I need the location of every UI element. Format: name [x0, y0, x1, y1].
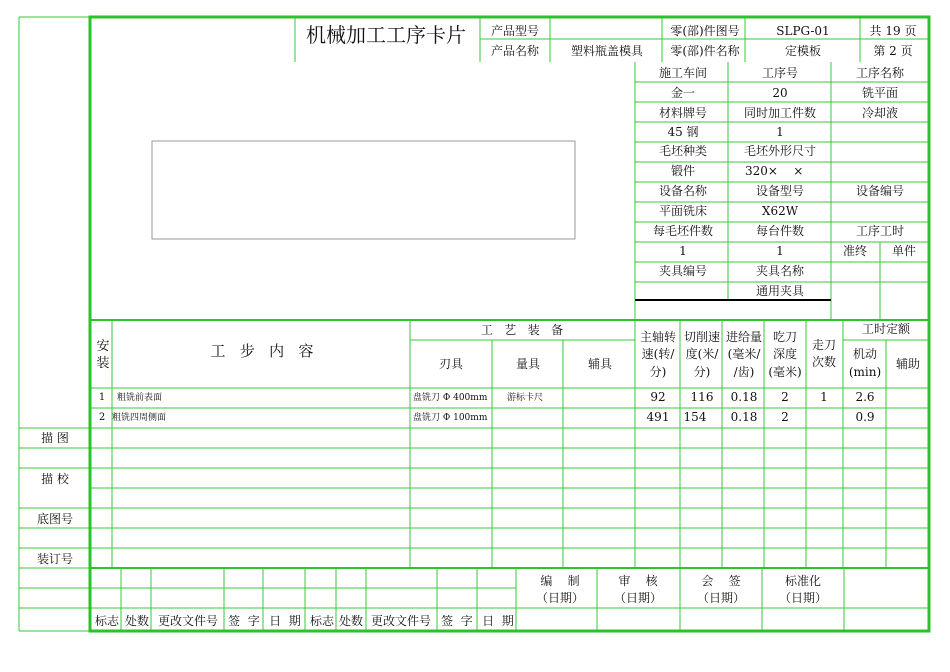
blank-size-label: 毛坯外形尺寸: [743, 144, 817, 158]
spindle-header-2: 速(转/: [641, 347, 675, 361]
step-1-gauge: 游标卡尺: [507, 393, 544, 403]
passes-header-2: 次数: [811, 355, 837, 369]
step-1-tool: 盘铣刀 Φ 400mm: [413, 393, 488, 403]
depth-header-2: 深度: [772, 347, 798, 361]
time-quota-header: 工时定额: [861, 322, 911, 336]
step-2-depth: 2: [781, 410, 789, 424]
step-1-depth: 2: [781, 390, 789, 404]
fixture-name-value: 通用夹具: [755, 284, 805, 298]
workshop-label: 施工车间: [658, 66, 708, 80]
per-blank-value: 1: [679, 244, 687, 258]
material-label: 材料牌号: [658, 106, 708, 120]
aux-tool-header: 辅具: [587, 357, 613, 371]
equipment-group-header: 工 艺 装 备: [480, 323, 564, 337]
step-1-speed: 116: [690, 390, 714, 404]
part-no-value: SLPG-01: [776, 24, 830, 38]
step-2-machine-time: 0.9: [855, 410, 875, 424]
passes-header-1: 走刀: [811, 338, 837, 352]
side-trace-check-label: 描 校: [41, 472, 69, 486]
cut-speed-header-1: 切削速: [683, 330, 721, 344]
op-name-label: 工序名称: [855, 66, 905, 80]
feed-header-2: (毫米/: [727, 347, 761, 361]
review-label: 审 核: [618, 574, 658, 588]
step-2-feed: 0.18: [730, 410, 758, 424]
part-name-value: 定模板: [784, 44, 822, 58]
step-2-content: 粗铣四周侧面: [112, 413, 167, 423]
aux-time-header: 辅助: [895, 357, 921, 371]
product-name-label: 产品名称: [490, 44, 540, 58]
depth-header-3: (毫米): [768, 365, 802, 379]
per-machine-value: 1: [776, 244, 784, 258]
side-trace-label: 描 图: [41, 431, 69, 445]
step-1-passes: 1: [820, 390, 828, 404]
install-header: 安装: [96, 339, 110, 371]
step-1-machine-time: 2.6: [855, 390, 875, 404]
part-no-label: 零(部)件图号: [670, 24, 740, 38]
rev-sign-label-2: 签 字: [441, 614, 473, 628]
op-no-value: 20: [772, 86, 788, 100]
countersign-date-label: （日期）: [696, 591, 746, 605]
drawing-area-frame: [152, 141, 575, 239]
simul-label: 同时加工件数: [743, 106, 817, 120]
side-base-drawing-label: 底图号: [36, 512, 74, 526]
blank-type-label: 毛坯种类: [658, 144, 708, 158]
blank-type-value: 锻件: [670, 164, 696, 178]
total-pages: 共 19 页: [869, 24, 917, 38]
feed-header-1: 进给量: [725, 330, 763, 344]
rev-sign-label: 签 字: [228, 614, 260, 628]
cut-speed-header-2: 度(米/: [685, 347, 719, 361]
rev-date-label: 日 期: [269, 614, 301, 628]
part-name-label: 零(部)件名称: [670, 44, 740, 58]
op-time-label: 工序工时: [855, 224, 905, 238]
step-2-speed: 154: [683, 410, 707, 424]
product-model-label: 产品型号: [490, 24, 540, 38]
tool-header: 刃具: [438, 357, 464, 371]
gauge-header: 量具: [515, 357, 541, 371]
step-2-tool: 盘铣刀 Φ 100mm: [413, 413, 488, 423]
step-2-no: 2: [98, 412, 106, 423]
card-title: 机械加工工序卡片: [306, 23, 466, 47]
side-binding-label: 装订号: [36, 552, 74, 566]
compile-date-label: （日期）: [535, 591, 585, 605]
equip-no-label: 设备编号: [855, 184, 905, 198]
standardization-label: 标准化: [784, 574, 822, 588]
coolant-label: 冷却液: [861, 106, 899, 120]
rev-mark-label-2: 标志: [309, 614, 335, 628]
depth-header-1: 吃刀: [772, 330, 798, 344]
rev-count-label: 处数: [124, 614, 150, 628]
cut-speed-header-3: 分): [693, 365, 711, 379]
prep-time-label: 准终: [842, 244, 868, 258]
step-content-header: 工 步 内 容: [210, 342, 314, 360]
workshop-value: 金一: [670, 86, 696, 100]
spindle-header-3: 分): [649, 365, 667, 379]
step-1-spindle: 92: [650, 390, 666, 404]
spindle-header-1: 主轴转: [639, 330, 677, 344]
equip-model-label: 设备型号: [755, 184, 805, 198]
standardization-date-label: （日期）: [778, 591, 828, 605]
compile-label: 编 制: [540, 574, 580, 588]
per-blank-label: 每毛坯件数: [652, 224, 714, 238]
rev-date-label-2: 日 期: [482, 614, 514, 628]
rev-doc-label: 更改文件号: [157, 614, 219, 628]
fixture-no-label: 夹具编号: [658, 264, 708, 278]
equip-model-value: X62W: [761, 204, 799, 218]
feed-header-3: /齿): [733, 365, 755, 379]
per-machine-label: 每台件数: [755, 224, 805, 238]
equip-name-value: 平面铣床: [658, 204, 708, 218]
simul-value: 1: [776, 125, 784, 139]
unit-time-label: 单件: [891, 244, 917, 258]
page-number: 第 2 页: [873, 44, 913, 58]
review-date-label: （日期）: [613, 591, 663, 605]
countersign-label: 会 签: [701, 574, 741, 588]
op-name-value: 铣平面: [861, 86, 899, 100]
op-no-label: 工序号: [761, 66, 799, 80]
product-name-value: 塑料瓶盖模具: [570, 44, 644, 58]
step-1-no: 1: [98, 392, 106, 403]
step-2-spindle: 491: [646, 410, 670, 424]
machine-time-header-1: 机动: [852, 347, 878, 361]
equip-name-label: 设备名称: [658, 184, 708, 198]
machine-time-header-2: (min): [848, 365, 882, 379]
fixture-name-label: 夹具名称: [755, 264, 805, 278]
blank-size-value: 320× ×: [745, 164, 804, 178]
step-1-feed: 0.18: [730, 390, 758, 404]
material-value: 45 钢: [667, 125, 699, 139]
step-1-content: 粗铣前表面: [117, 393, 163, 403]
rev-count-label-2: 处数: [338, 614, 364, 628]
rev-mark-label: 标志: [94, 614, 120, 628]
rev-doc-label-2: 更改文件号: [370, 614, 432, 628]
